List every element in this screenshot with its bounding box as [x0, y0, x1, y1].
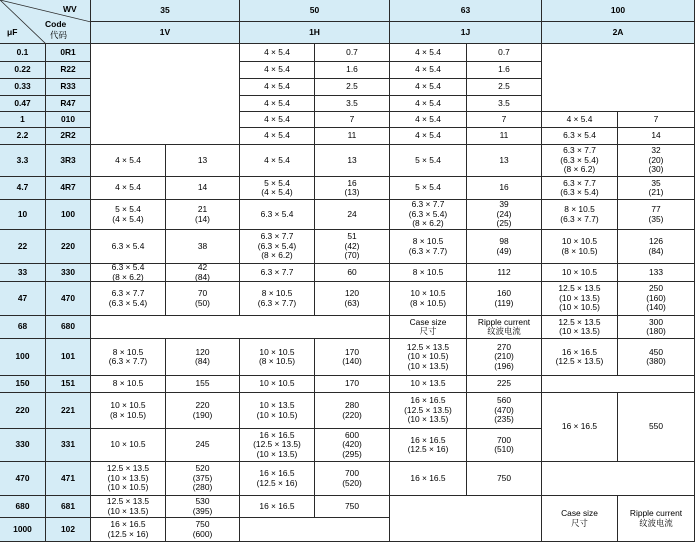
case-size-cell: 10 × 10.5 (8 × 10.5) — [240, 339, 315, 376]
ripple-current-cell: 2.5 — [315, 79, 390, 96]
empty-cell — [91, 44, 240, 145]
ripple-current-cell: 0.7 — [315, 44, 390, 62]
case-size-cell: 4 × 5.4 — [240, 79, 315, 96]
case-size-cell: 16 × 16.5 (12.5 × 13.5) (10 × 13.5) — [390, 393, 467, 429]
code-cell: 010 — [46, 112, 91, 128]
case-size-cell: 4 × 5.4 — [240, 112, 315, 128]
case-size-cell: 6.3 × 7.7 (6.3 × 5.4) (8 × 6.2) — [542, 145, 618, 177]
ripple-current-cell: 0.7 — [467, 44, 542, 62]
ripple-current-cell: 38 — [166, 230, 240, 264]
case-size-cell: 16 × 16.5 (12.5 × 16) — [91, 518, 166, 542]
code-cell: 680 — [46, 316, 91, 339]
ripple-current-cell: 225 — [467, 376, 542, 393]
capacitance-cell: 2.2 — [0, 128, 46, 145]
ripple-current-cell: 120 (63) — [315, 282, 390, 316]
case-size-cell: 10 × 10.5 — [91, 429, 166, 462]
empty-cell — [542, 376, 695, 393]
ripple-current-cell: 155 — [166, 376, 240, 393]
ripple-current-cell: 11 — [467, 128, 542, 145]
ripple-current-cell: 300 (180) — [618, 316, 695, 339]
ripple-current-cell: 51 (42) (70) — [315, 230, 390, 264]
legend-ripple-current: Ripple current 纹波电流 — [467, 316, 542, 339]
case-size-cell: 16 × 16.5 — [390, 462, 467, 496]
case-size-cell: 12.5 × 13.5 (10 × 13.5) — [542, 316, 618, 339]
case-size-cell: 16 × 16.5 (12.5 × 16) — [390, 429, 467, 462]
ripple-current-cell: 126 (84) — [618, 230, 695, 264]
case-size-cell: 12.5 × 13.5 (10 × 13.5) (10 × 10.5) — [542, 282, 618, 316]
capacitance-cell: 33 — [0, 264, 46, 282]
case-size-cell: 6.3 × 7.7 — [240, 264, 315, 282]
ripple-current-cell: 550 — [618, 393, 695, 462]
ripple-current-cell: 1.6 — [467, 62, 542, 79]
code-cell: R22 — [46, 62, 91, 79]
case-size-cell: 6.3 × 5.4 (8 × 6.2) — [91, 264, 166, 282]
ripple-current-cell: 39 (24) (25) — [467, 200, 542, 230]
case-size-cell: 4 × 5.4 — [542, 112, 618, 128]
code-cell: 470 — [46, 282, 91, 316]
ripple-current-cell: 7 — [618, 112, 695, 128]
ripple-current-cell: 750 — [467, 462, 542, 496]
case-size-cell: 4 × 5.4 — [240, 145, 315, 177]
empty-cell — [390, 496, 542, 542]
case-size-cell: 5 × 5.4 — [390, 145, 467, 177]
ripple-current-cell: 32 (20) (30) — [618, 145, 695, 177]
case-size-cell: 4 × 5.4 — [390, 62, 467, 79]
case-size-cell: 8 × 10.5 — [390, 264, 467, 282]
case-size-cell: 4 × 5.4 — [390, 112, 467, 128]
code-cell: 2R2 — [46, 128, 91, 145]
code-cell: 0R1 — [46, 44, 91, 62]
case-size-cell: 4 × 5.4 — [240, 128, 315, 145]
case-size-cell: 10 × 10.5 — [542, 264, 618, 282]
case-size-cell: 10 × 10.5 (8 × 10.5) — [390, 282, 467, 316]
capacitance-cell: 0.47 — [0, 96, 46, 112]
code-cell: 102 — [46, 518, 91, 542]
case-size-cell: 4 × 5.4 — [91, 145, 166, 177]
ripple-current-cell: 220 (190) — [166, 393, 240, 429]
code-cell: 220 — [46, 230, 91, 264]
ripple-current-cell: 7 — [315, 112, 390, 128]
case-size-cell: 4 × 5.4 — [240, 62, 315, 79]
ripple-current-cell: 700 (520) — [315, 462, 390, 496]
case-size-cell: 8 × 10.5 (6.3 × 7.7) — [91, 339, 166, 376]
code-cell: R33 — [46, 79, 91, 96]
code-cell: 3R3 — [46, 145, 91, 177]
case-size-cell: 4 × 5.4 — [390, 96, 467, 112]
ripple-current-cell: 24 — [315, 200, 390, 230]
case-size-cell: 4 × 5.4 — [240, 96, 315, 112]
wv-header-50: 50 — [240, 0, 390, 22]
capacitance-cell: 3.3 — [0, 145, 46, 177]
case-size-cell: 16 × 16.5 — [240, 496, 315, 518]
case-size-cell: 6.3 × 7.7 (6.3 × 5.4) (8 × 6.2) — [240, 230, 315, 264]
ripple-current-cell: 245 — [166, 429, 240, 462]
case-size-cell: 16 × 16.5 (12.5 × 13.5) (10 × 13.5) — [240, 429, 315, 462]
ripple-current-cell: 133 — [618, 264, 695, 282]
ripple-current-cell: 112 — [467, 264, 542, 282]
wv-header-63: 63 — [390, 0, 542, 22]
ripple-current-cell: 750 — [315, 496, 390, 518]
ripple-current-cell: 14 — [166, 177, 240, 200]
capacitance-cell: 68 — [0, 316, 46, 339]
ripple-current-cell: 450 (380) — [618, 339, 695, 376]
empty-cell — [240, 518, 390, 542]
ripple-current-cell: 560 (470) (235) — [467, 393, 542, 429]
code-cell: 4R7 — [46, 177, 91, 200]
code-header-2A: 2A — [542, 22, 695, 44]
corner-wv-label: WV — [63, 4, 77, 14]
case-size-cell: 6.3 × 5.4 — [542, 128, 618, 145]
ripple-current-cell: 250 (160) (140) — [618, 282, 695, 316]
case-size-cell: 5 × 5.4 — [390, 177, 467, 200]
capacitance-cell: 10 — [0, 200, 46, 230]
case-size-cell: 5 × 5.4 (4 × 5.4) — [240, 177, 315, 200]
ripple-current-cell: 1.6 — [315, 62, 390, 79]
case-size-cell: 8 × 10.5 (6.3 × 7.7) — [240, 282, 315, 316]
corner-code-cn-label: 代码 — [50, 30, 68, 40]
code-cell: 471 — [46, 462, 91, 496]
capacitance-cell: 1 — [0, 112, 46, 128]
wv-header-35: 35 — [91, 0, 240, 22]
case-size-cell: 12.5 × 13.5 (10 × 13.5) — [91, 496, 166, 518]
case-size-cell: 6.3 × 7.7 (6.3 × 5.4) — [91, 282, 166, 316]
code-cell: 101 — [46, 339, 91, 376]
capacitance-cell: 0.33 — [0, 79, 46, 96]
case-size-cell: 10 × 13.5 (10 × 10.5) — [240, 393, 315, 429]
case-size-cell: 5 × 5.4 (4 × 5.4) — [91, 200, 166, 230]
capacitance-cell: 22 — [0, 230, 46, 264]
case-size-cell: 10 × 10.5 — [240, 376, 315, 393]
code-header-1V: 1V — [91, 22, 240, 44]
code-cell: 681 — [46, 496, 91, 518]
empty-cell — [91, 316, 390, 339]
corner-uf-label: μF — [7, 27, 18, 37]
ripple-current-cell: 3.5 — [467, 96, 542, 112]
ripple-current-cell: 600 (420) (295) — [315, 429, 390, 462]
ripple-current-cell: 170 (140) — [315, 339, 390, 376]
capacitance-cell: 100 — [0, 339, 46, 376]
legend-ripple-current: Ripple current 纹波电流 — [618, 496, 695, 542]
ripple-current-cell: 13 — [166, 145, 240, 177]
case-size-cell: 8 × 10.5 (6.3 × 7.7) — [542, 200, 618, 230]
case-size-cell: 4 × 5.4 — [390, 128, 467, 145]
ripple-current-cell: 11 — [315, 128, 390, 145]
case-size-cell: 12.5 × 13.5 (10 × 10.5) (10 × 13.5) — [390, 339, 467, 376]
case-size-cell: 4 × 5.4 — [390, 79, 467, 96]
code-cell: 100 — [46, 200, 91, 230]
ripple-current-cell: 42 (84) — [166, 264, 240, 282]
code-cell: 331 — [46, 429, 91, 462]
legend-case-size: Case size 尺寸 — [542, 496, 618, 542]
ripple-current-cell: 170 — [315, 376, 390, 393]
code-cell: 151 — [46, 376, 91, 393]
ripple-current-cell: 77 (35) — [618, 200, 695, 230]
ripple-current-cell: 7 — [467, 112, 542, 128]
case-size-cell: 4 × 5.4 — [91, 177, 166, 200]
empty-cell — [542, 462, 695, 496]
ripple-current-cell: 98 (49) — [467, 230, 542, 264]
code-cell: 221 — [46, 393, 91, 429]
ripple-current-cell: 21 (14) — [166, 200, 240, 230]
code-header-1J: 1J — [390, 22, 542, 44]
ripple-current-cell: 280 (220) — [315, 393, 390, 429]
corner-code-label: Code — [45, 19, 67, 29]
ripple-current-cell: 60 — [315, 264, 390, 282]
table-corner-header — [0, 0, 91, 44]
case-size-cell: 6.3 × 7.7 (6.3 × 5.4) (8 × 6.2) — [390, 200, 467, 230]
ripple-current-cell: 16 — [467, 177, 542, 200]
case-size-cell: 10 × 10.5 (8 × 10.5) — [91, 393, 166, 429]
capacitance-cell: 330 — [0, 429, 46, 462]
capacitance-cell: 470 — [0, 462, 46, 496]
capacitance-cell: 47 — [0, 282, 46, 316]
capacitance-cell: 0.1 — [0, 44, 46, 62]
ripple-current-cell: 520 (375) (280) — [166, 462, 240, 496]
capacitance-cell: 680 — [0, 496, 46, 518]
ripple-current-cell: 70 (50) — [166, 282, 240, 316]
capacitance-cell: 4.7 — [0, 177, 46, 200]
ripple-current-cell: 16 (13) — [315, 177, 390, 200]
case-size-cell: 12.5 × 13.5 (10 × 13.5) (10 × 10.5) — [91, 462, 166, 496]
case-size-cell: 4 × 5.4 — [240, 44, 315, 62]
ripple-current-cell: 750 (600) — [166, 518, 240, 542]
code-cell: 330 — [46, 264, 91, 282]
ripple-current-cell: 3.5 — [315, 96, 390, 112]
capacitance-cell: 0.22 — [0, 62, 46, 79]
case-size-cell: 6.3 × 5.4 — [240, 200, 315, 230]
ripple-current-cell: 120 (84) — [166, 339, 240, 376]
capacitance-cell: 150 — [0, 376, 46, 393]
case-size-cell: 10 × 10.5 (8 × 10.5) — [542, 230, 618, 264]
ripple-current-cell: 160 (119) — [467, 282, 542, 316]
case-size-cell: 6.3 × 7.7 (6.3 × 5.4) — [542, 177, 618, 200]
case-size-cell: 16 × 16.5 (12.5 × 16) — [240, 462, 315, 496]
code-cell: R47 — [46, 96, 91, 112]
capacitance-cell: 220 — [0, 393, 46, 429]
case-size-cell: 8 × 10.5 (6.3 × 7.7) — [390, 230, 467, 264]
ripple-current-cell: 2.5 — [467, 79, 542, 96]
ripple-current-cell: 35 (21) — [618, 177, 695, 200]
ripple-current-cell: 13 — [315, 145, 390, 177]
empty-cell — [542, 44, 695, 112]
ripple-current-cell: 270 (210) (196) — [467, 339, 542, 376]
case-size-cell: 6.3 × 5.4 — [91, 230, 166, 264]
case-size-cell: 8 × 10.5 — [91, 376, 166, 393]
code-header-1H: 1H — [240, 22, 390, 44]
ripple-current-cell: 14 — [618, 128, 695, 145]
ripple-current-cell: 13 — [467, 145, 542, 177]
case-size-cell: 10 × 13.5 — [390, 376, 467, 393]
legend-case-size: Case size 尺寸 — [390, 316, 467, 339]
case-size-cell: 4 × 5.4 — [390, 44, 467, 62]
case-size-cell: 16 × 16.5 — [542, 393, 618, 462]
ripple-current-cell: 530 (395) — [166, 496, 240, 518]
capacitance-cell: 1000 — [0, 518, 46, 542]
ripple-current-cell: 700 (510) — [467, 429, 542, 462]
case-size-cell: 16 × 16.5 (12.5 × 13.5) — [542, 339, 618, 376]
wv-header-100: 100 — [542, 0, 695, 22]
